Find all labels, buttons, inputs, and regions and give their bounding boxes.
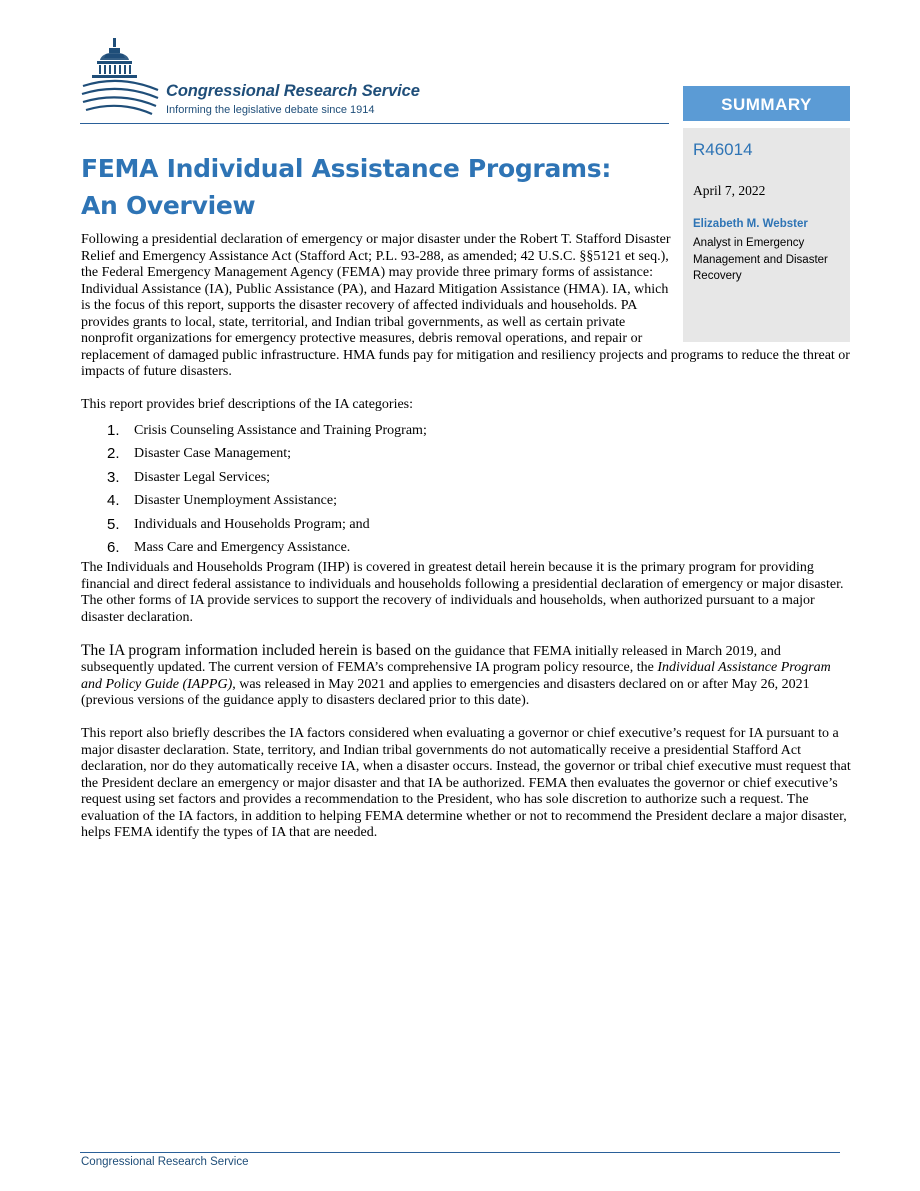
summary-heading: SUMMARY xyxy=(683,86,850,121)
org-name: Congressional Research Service xyxy=(166,82,420,100)
report-date: April 7, 2022 xyxy=(693,183,766,198)
list-text: Individuals and Households Program; and xyxy=(134,516,370,532)
report-body xyxy=(81,232,851,842)
guidance-lead: The IA program information included herein is based on xyxy=(81,641,431,659)
paragraph-ihp: The Individuals and Households Program (IHP) is covered in greatest detail herein because it is the primary program for providing financial and direct federal assistance to individuals and households following a presidential declaration of emergency or major disaster. The other forms of IA provide services to support the recovery of individuals and households, when authorized pursuant to a major disaster declaration. xyxy=(81,560,844,625)
ia-categories-list xyxy=(81,419,851,561)
list-text: Crisis Counseling Assistance and Training Program; xyxy=(134,422,427,438)
list-item xyxy=(81,513,851,537)
paragraph-factors: This report also briefly describes the IA factors considered when evaluating a governor or chief executive’s request for IA pursuant to a major disaster declaration. State, territory, and Indian tribal governments do not automatically receive a presidential Stafford Act declaration, nor do they automatically receive IA, when a disaster occurs. Instead, the governor or tribal chief executive must request that the President declare an emergency or major disaster and that IA be authorized. FEMA then evaluates the governor or chief executive’s request using set factors and provides a recommendation to the President, who has sole discretion to authorize such a request. The evaluation of the IA factors, in addition to helping FEMA determine whether or not to recommend the President declare a major disaster, helps FEMA identify the types of IA that are needed. xyxy=(81,726,851,841)
title-line-1: FEMA Individual Assistance Programs: xyxy=(81,154,612,183)
title-line-2: An Overview xyxy=(81,191,256,220)
header-rule xyxy=(80,123,669,124)
guidance-text-b: , was released in May 2021 and applies to emergencies and disasters declared on or after May 26, 2021 (previous versions of the guidance apply to disasters declared prior to this date). xyxy=(81,676,810,709)
paragraph-categories-intro: This report provides brief descriptions of the IA categories: xyxy=(81,397,414,412)
list-text: Mass Care and Emergency Assistance. xyxy=(134,540,351,556)
list-number: 1. xyxy=(107,421,120,439)
list-number: 5. xyxy=(107,515,120,533)
crs-logo xyxy=(80,34,480,124)
list-text: Disaster Unemployment Assistance; xyxy=(134,493,337,509)
paragraph-intro: Following a presidential declaration of emergency or major disaster under the Robert T. Stafford Disaster Relief and Emergency Assistance Act (Stafford Act; P.L. 93-288, as amended; 42 U.S.C. §§5121 et seq.), the Federal Emergency Management Agency (FEMA) may provide three primary forms of assistance: Individual Assistance (IA), Public Assistance (PA), and Hazard Mitigation Assistance (HMA). IA, which is the focus of this report, supports the disaster recovery of affected individuals and households. PA provides grants to local, state, territorial, and Indian tribal governments, as well as certain private nonprofit organizations for emergency protective measures, debris removal operations, and repair or replacement of damaged public infrastructure. HMA funds pay for mitigation and resiliency projects and programs to reduce the threat or impacts of future disasters. xyxy=(81,232,850,379)
report-number: R46014 xyxy=(693,140,753,159)
list-item xyxy=(81,419,851,443)
list-number: 3. xyxy=(107,468,120,486)
iappg-title: Individual Assistance Program and Policy Guide (IAPPG) xyxy=(81,660,831,692)
list-text: Disaster Case Management; xyxy=(134,446,292,462)
paragraph-guidance xyxy=(81,643,851,710)
list-item xyxy=(81,536,851,560)
capitol-dome-icon xyxy=(80,34,162,124)
list-number: 6. xyxy=(107,539,120,557)
footer-org-name: Congressional Research Service xyxy=(81,1156,249,1168)
list-item xyxy=(81,466,851,490)
list-number: 4. xyxy=(107,492,120,510)
summary-spacer xyxy=(671,232,851,343)
author-name: Elizabeth M. Webster xyxy=(693,218,808,230)
page-title xyxy=(81,150,641,224)
org-tagline: Informing the legislative debate since 1914 xyxy=(166,104,375,116)
author-title: Analyst in Emergency Management and Disaster Recovery xyxy=(693,237,828,282)
footer-rule xyxy=(80,1152,840,1153)
list-item xyxy=(81,489,851,513)
guidance-text-a: the guidance that FEMA initially released in March 2019, and subsequently updated. The current version of FEMA’s comprehensive IA program policy resource, the xyxy=(81,643,781,676)
list-item xyxy=(81,442,851,466)
list-number: 2. xyxy=(107,445,120,463)
list-text: Disaster Legal Services; xyxy=(134,469,271,485)
